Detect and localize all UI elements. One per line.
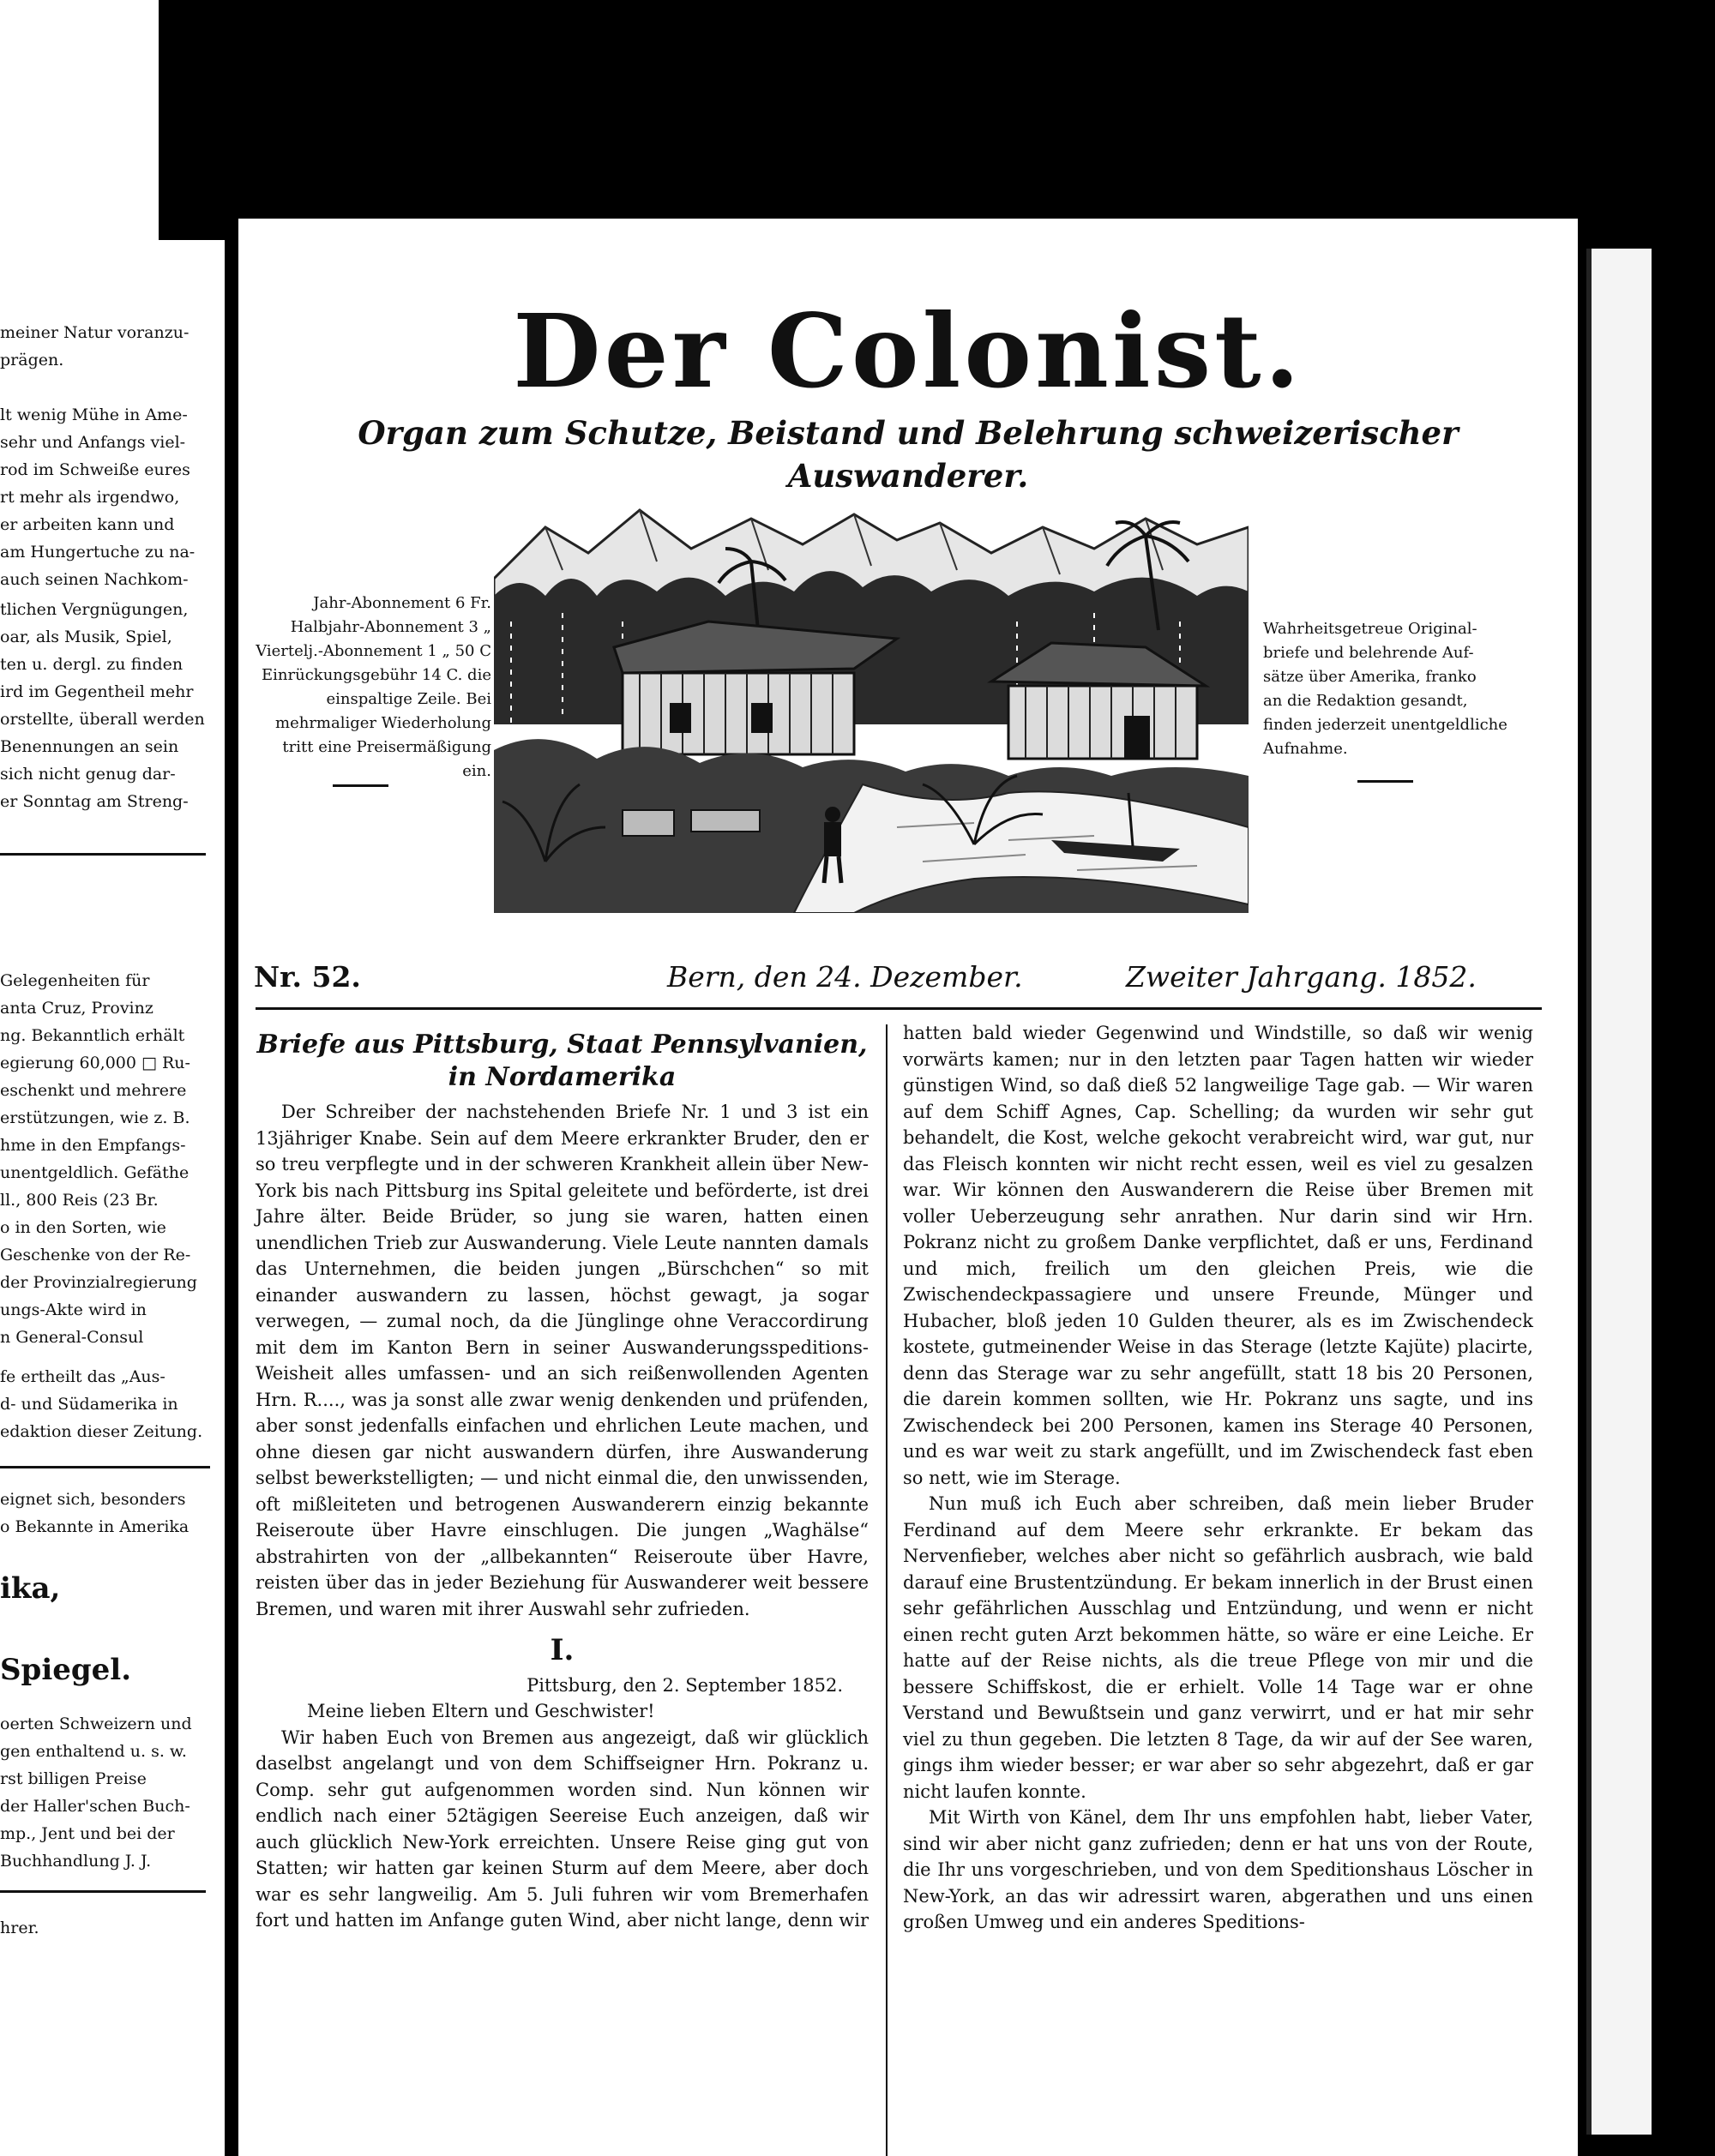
text-line: o in den Sorten, wie (0, 1218, 166, 1237)
text-line: mehrmaliger Wiederholung (275, 714, 491, 732)
letter-number: I. (550, 1633, 575, 1667)
letter-paragraph: Wir haben Euch von Bremen aus angezeigt, daß wir glücklich daselbst angelangt und von dem Schiffseigner Hrn. Pokranz u. Comp. sehr gut aufgenommen worden sind. Nun können wir endlich nach einer 52tägigen Seereise Euch anzeigen, daß wir auch glücklich New-York erreichten. Unsere Reise ging gut von Statten; wir hatten gar keinen Sturm auf dem Meere, aber doch war es sehr langweilig. Am 5. Juli fuhren wir vom Bremerhafen fort und hatten im Anfange guten Wind, aber nicht lange, denn wir (256, 1727, 869, 1931)
left-text-block-5 (0, 1486, 219, 1540)
text-line: ungs-Akte wird in (0, 1300, 147, 1319)
text-line: an die Redaktion gesandt, (1263, 692, 1468, 710)
letter-paragraph: hatten bald wieder Gegenwind und Windstille, so daß wir wenig vorwärts kamen; nur in den letzten paar Tagen hatten wir wieder günstigen Wind, so daß dieß 52 langweilige Tage gab. — Wir waren auf dem Schiff Agnes, Cap. Schelling; da wurden wir sehr gut behandelt, die Kost, welche gekocht verabreicht wird, war gut, nur das Fleisch konnten wir nicht recht essen, weil es viel zu gesalzen war. Wir können den Auswanderern die Reise über Bremen mit voller Ueberzeugung sehr anrathen. Nur darin sind wir Hrn. Pokranz nicht zu großem Danke verpflichtet, daß er uns, Ferdinand und mich, freilich um den gleichen Preis, wie die Zwischendeckpassagiere und unsere Freunde, Münger und Hubacher, bloß jeden 10 Gulden theurer, als es im Zwischendeck kostete, gutmeinender Weise in das Sterage (letzte Kajüte) placirte, denn das Sterage war zu sehr angefüllt, statt 18 bis 20 Personen, die darein kommen sollten, wie Hr. Pokranz uns sagte, und ins Zwischendeck bei 200 Personen, kamen ins Sterage 40 Personen, und es war weit zu stark angefüllt, und im Zwischendeck fast eben so nett, wie im Sterage. (903, 1023, 1533, 1488)
article-title: Briefe aus Pittsburg, Staat Pennsylvanien, in Nordamerika (256, 1030, 868, 1092)
text-line: egierung 60,000 □ Ru- (0, 1054, 190, 1072)
newspaper-page (238, 219, 1578, 2156)
left-page-fragment (0, 0, 225, 2156)
issue-number: Nr. 52. (254, 960, 361, 994)
text-line: hme in den Empfangs- (0, 1136, 186, 1155)
submission-notice (1263, 617, 1546, 761)
text-line: briefe und belehrende Auf- (1263, 644, 1474, 662)
left-text-block-4 (0, 1363, 219, 1445)
text-line: auch seinen Nachkom- (0, 570, 189, 589)
text-line: edaktion dieser Zeitung. (0, 1422, 203, 1441)
newspaper-title: Der Colonist. (513, 291, 1303, 411)
text-line: Einrückungsgebühr 14 C. die (262, 666, 491, 684)
text-line: er Sonntag am Streng- (0, 792, 189, 811)
text-line: ird im Gegentheil mehr (0, 682, 194, 701)
text-line: tritt eine Preisermäßigung (282, 738, 491, 756)
text-line: erstützungen, wie z. B. (0, 1108, 190, 1127)
text-line: gen enthaltend u. s. w. (0, 1742, 187, 1761)
text-line: anta Cruz, Provinz (0, 999, 153, 1018)
text-line: ein. (462, 762, 491, 780)
text-line: prägen. (0, 351, 64, 369)
text-line: rt mehr als irgendwo, (0, 488, 180, 507)
left-text-block-7 (0, 1914, 219, 1942)
text-line: orstellte, überall werden (0, 710, 205, 729)
text-line: rst billigen Preise (0, 1769, 147, 1788)
text-line: Gelegenheiten für (0, 971, 150, 990)
text-line: oerten Schweizern und (0, 1715, 192, 1733)
letter-paragraph: Nun muß ich Euch aber schreiben, daß mein lieber Bruder Ferdinand auf dem Meere sehr erkrankte. Er bekam das Nervenfieber, welches aber nicht so gefährlich ausbrach, wie bald darauf eine Brustentzündung. Er bekam innerlich in der Brust einen sehr gefährlichen Ausschlag und Entzündung, und wenn er nicht einen recht guten Arzt bekommen hätte, so wäre er eine Leiche. Er hatte auf der Reise nichts, als die treue Pflege von mir und die bessere Schiffskost, die er erhielt. Volle 14 Tage war er ohne Verstand und Bewußtsein und ganz verwirrt, und er hat mir sehr viel zu thun gegeben. Die letzten 8 Tage, da wir auf der See waren, gings ihm wieder besser; er war aber so sehr abgezehrt, daß er gar nicht laufen konnte. (903, 1493, 1533, 1802)
column-divider (886, 1024, 888, 2156)
left-text-block-6 (0, 1710, 219, 1875)
letter-paragraph: Mit Wirth von Känel, dem Ihr uns empfohlen habt, lieber Vater, sind wir aber nicht ganz zufrieden; denn er hat uns von der Route, die Ihr uns vorgeschrieben, und von dem Speditionshaus Löscher in New-York, an das wir adressirt waren, abgerathen und uns einen großen Umweg und ein anderes Speditions- (903, 1807, 1533, 1932)
text-line: Aufnahme. (1263, 740, 1348, 758)
text-line: eignet sich, besonders (0, 1490, 186, 1509)
text-line: rod im Schweiße eures (0, 460, 190, 479)
text-line: sätze über Amerika, franko (1263, 668, 1477, 686)
text-line: am Hungertuche zu na- (0, 543, 196, 562)
text-line: Jahr-Abonnement 6 Fr. (313, 594, 491, 612)
text-line (0, 374, 219, 401)
text-line: einspaltige Zeile. Bei (326, 690, 491, 708)
left-heading-2: Spiegel. (0, 1653, 132, 1687)
text-line: d- und Südamerika in (0, 1395, 178, 1414)
left-text-block-2 (0, 596, 219, 815)
article-column-1 (256, 1029, 869, 1934)
left-heading-1: ika, (0, 1571, 61, 1606)
left-divider (0, 853, 206, 856)
text-line: Benennungen an sein (0, 737, 179, 756)
left-divider (0, 1890, 206, 1893)
text-line: sich nicht genug dar- (0, 765, 176, 784)
letter-dateline: Pittsburg, den 2. September 1852. (527, 1674, 843, 1696)
notice-rule (1357, 780, 1413, 783)
newspaper-subtitle: Organ zum Schutze, Beistand und Belehrung schweizerischer Auswanderer. (358, 414, 1459, 495)
text-line: Viertelj.-Abonnement 1 „ 50 C (256, 642, 491, 660)
text-line: sehr und Anfangs viel- (0, 433, 186, 452)
letter-greeting: Meine lieben Eltern und Geschwister! (307, 1701, 655, 1721)
text-line: mp., Jent und bei der (0, 1824, 175, 1843)
text-line: Halbjahr-Abonnement 3 „ (290, 618, 491, 636)
masthead-rule (256, 1007, 1542, 1010)
text-line: Geschenke von der Re- (0, 1246, 191, 1264)
text-line: der Haller'schen Buch- (0, 1797, 190, 1816)
text-line: eschenkt und mehrere (0, 1081, 187, 1100)
article-intro: Der Schreiber der nachstehenden Briefe Nr. 1 und 3 ist ein 13jähriger Knabe. Sein auf dem Meere erkrankter Bruder, den er so treu verpflegte und in der schweren Krankheit allein über New-York bis nach Pittsburg ins Spital geleitete und beförderte, ist drei Jahre älter. Beide Brüder, so jung sie waren, hatten einen unendlichen Trieb zur Auswanderung. Viele Leute nannten damals das Unternehmen, die beiden jungen „Bürschchen“ so mit einander auswandern zu lassen, höchst gewagt, ja sogar verwegen, — zumal noch, da die Jünglinge ohne Veraccordirung mit dem im Kanton Bern in seiner Auswanderungsspeditions-Weisheit alles umfassen- und an sich reißenwollenden Agenten Hrn. R...., was ja sonst alle zwar wenig denkenden und prüfenden, aber sonst jedenfalls einfachen und ehrlichen Leute machen, und ohne diesen gar nicht auswandern dürfen, ihre Auswanderung selbst bewerkstelligten; — und nicht einmal die, den unwissenden, oft mißleiteten und betrogenen Auswanderern einzig bekannte Reiseroute über Havre einschlugen. Die jungen „Waghälse“ abstrahirten von der „allbekannten“ Reiseroute über Havre, reisten über das in jeder Beziehung für Auswanderer weit bessere Bremen, und waren mit ihrer Auswahl sehr zufrieden. (256, 1102, 869, 1619)
text-line: finden jederzeit unentgeldliche (1263, 716, 1507, 734)
text-line: Wahrheitsgetreue Original- (1263, 620, 1477, 638)
text-line: ll., 800 Reis (23 Br. (0, 1191, 159, 1210)
text-line: oar, als Musik, Spiel, (0, 628, 172, 646)
right-page-edge (1578, 214, 1715, 2156)
colony-woodcut-illustration (494, 501, 1249, 913)
text-line: der Provinzialregierung (0, 1273, 197, 1292)
article-column-2 (903, 1020, 1533, 1936)
text-line: n General-Consul (0, 1328, 144, 1347)
notice-rule (333, 784, 388, 787)
text-line: tlichen Vergnügungen, (0, 600, 189, 619)
text-line: meiner Natur voranzu- (0, 323, 190, 342)
text-line: fe ertheilt das „Aus- (0, 1367, 165, 1386)
page-shadow (159, 0, 225, 240)
left-text-block-3 (0, 967, 219, 1351)
text-line: ng. Bekanntlich erhält (0, 1026, 185, 1045)
place-and-date: Bern, den 24. Dezember. (667, 960, 1023, 994)
text-line: er arbeiten kann und (0, 515, 175, 534)
page-edge-sheet (1586, 249, 1652, 2135)
volume-year: Zweiter Jahrgang. 1852. (1126, 960, 1477, 994)
left-text-block-1 (0, 319, 219, 593)
text-line: hrer. (0, 1919, 39, 1937)
text-line: Buchhandlung J. J. (0, 1852, 152, 1871)
text-line: o Bekannte in Amerika (0, 1517, 190, 1536)
text-line: ten u. dergl. zu finden (0, 655, 184, 674)
subscription-notice (247, 592, 491, 784)
left-divider (0, 1466, 210, 1468)
text-line: unentgeldlich. Gefäthe (0, 1163, 190, 1182)
text-line: lt wenig Mühe in Ame- (0, 405, 188, 424)
